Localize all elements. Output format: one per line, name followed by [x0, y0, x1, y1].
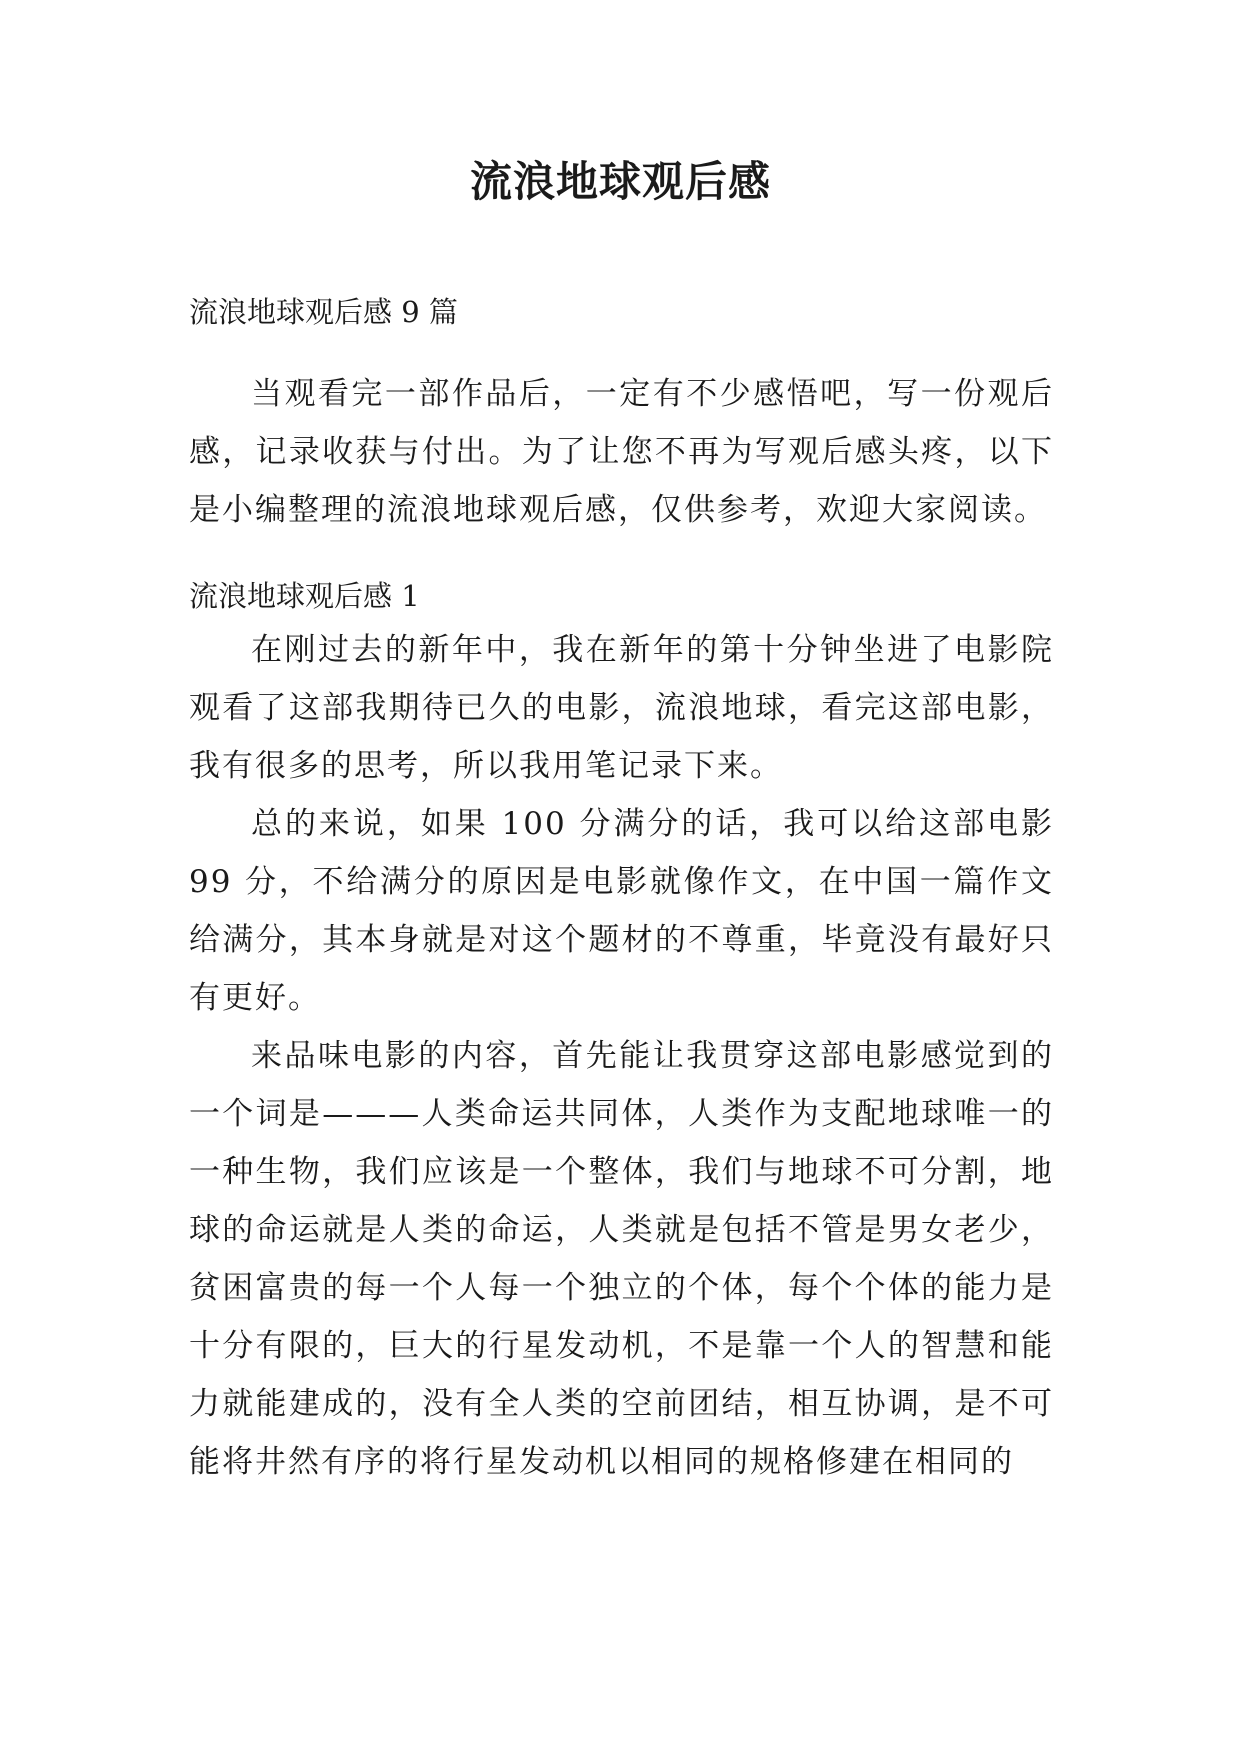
intro-block [189, 365, 1054, 539]
section-body [189, 621, 1054, 1491]
body-paragraph: 来品味电影的内容，首先能让我贯穿这部电影感觉到的一个词是———人类命运共同体，人类作为支配地球唯一的一种生物，我们应该是一个整体，我们与地球不可分割，地球的命运就是人类的命运，人类就是包括不管是男女老少，贫困富贵的每一个人每一个独立的个体，每个个体的能力是十分有限的，巨大的行星发动机，不是靠一个人的智慧和能力就能建成的，没有全人类的空前团结，相互协调，是不可能将井然有序的将行星发动机以相同的规格修建在相同的 [189, 1038, 1054, 1480]
intro-paragraph: 当观看完一部作品后，一定有不少感悟吧，写一份观后感，记录收获与付出。为了让您不再为写观后感头疼，以下是小编整理的流浪地球观后感，仅供参考，欢迎大家阅读。 [189, 376, 1054, 528]
document-subtitle: 流浪地球观后感 9 篇 [189, 295, 458, 329]
document-title: 流浪地球观后感 [469, 157, 771, 206]
section-heading: 流浪地球观后感 1 [189, 579, 420, 613]
body-paragraph: 在刚过去的新年中，我在新年的第十分钟坐进了电影院观看了这部我期待已久的电影，流浪地球，看完这部电影，我有很多的思考，所以我用笔记录下来。 [189, 632, 1054, 784]
body-paragraph: 总的来说，如果 100 分满分的话，我可以给这部电影 99 分，不给满分的原因是电影就像作文，在中国一篇作文给满分，其本身就是对这个题材的不尊重，毕竟没有最好只有更好。 [189, 806, 1054, 1016]
